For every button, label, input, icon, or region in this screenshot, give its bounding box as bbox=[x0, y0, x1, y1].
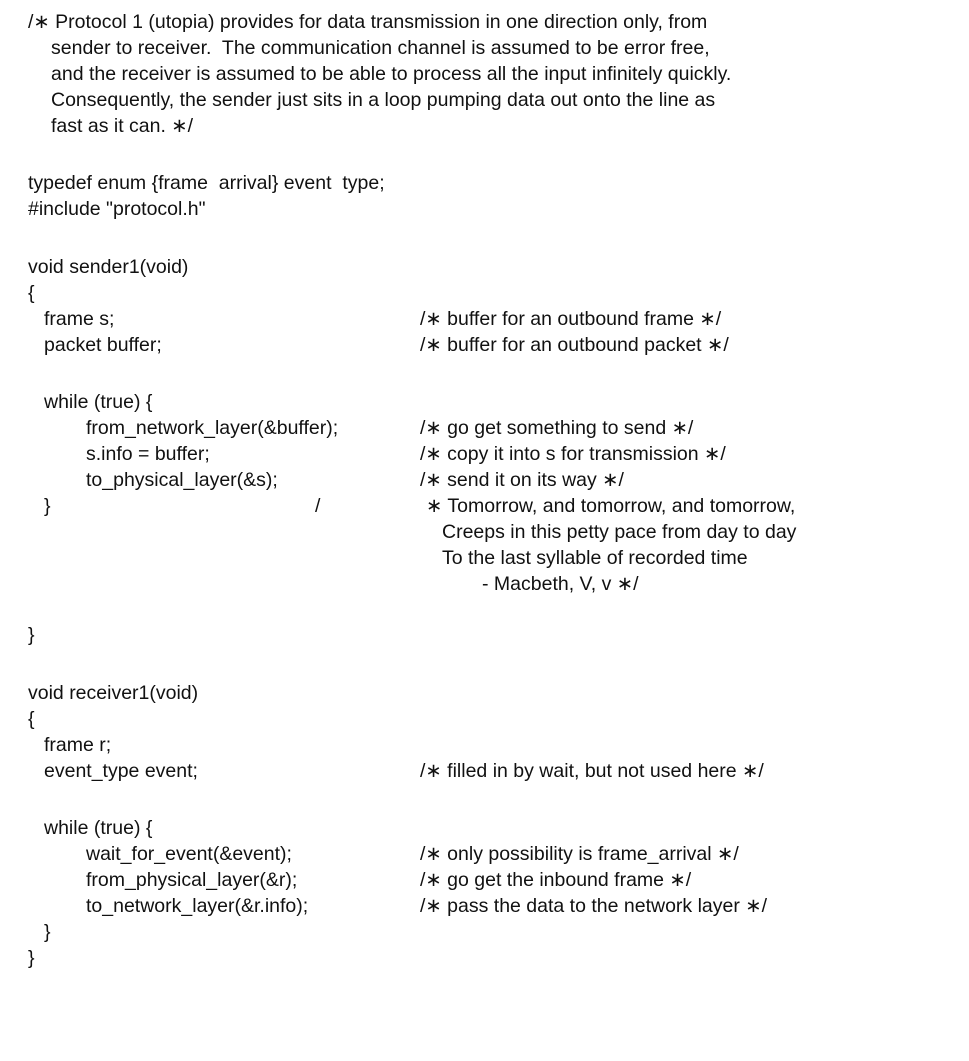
sender-signature-line bbox=[0, 254, 189, 280]
sender-stmt2-comment: /∗ copy it into s for transmission ∗/ bbox=[420, 443, 726, 465]
header-comment-line bbox=[0, 113, 194, 139]
header-comment-text: and the receiver is assumed to be able to process all the input infinitely quickly. bbox=[51, 63, 732, 85]
sender-stmt3-line bbox=[0, 467, 624, 493]
sender-close-brace-line bbox=[0, 622, 35, 648]
receiver-decl-event-line bbox=[0, 758, 764, 784]
receiver-stmt1-line bbox=[0, 841, 739, 867]
receiver-inner-close-brace: } bbox=[44, 921, 51, 943]
macbeth-quote-line: ∗ Tomorrow, and tomorrow, and tomorrow, bbox=[426, 495, 796, 517]
sender-decl-buffer-line bbox=[0, 332, 729, 358]
receiver-signature-line bbox=[0, 680, 199, 706]
receiver-open-brace-line bbox=[0, 706, 35, 732]
receiver-while-line bbox=[0, 815, 153, 841]
header-comment-text: sender to receiver. The communication channel is assumed to be error free, bbox=[51, 37, 710, 59]
header-comment-line bbox=[0, 87, 716, 113]
receiver-stmt2: from_physical_layer(&r); bbox=[86, 869, 298, 891]
receiver-close-brace: } bbox=[28, 947, 35, 969]
sender-inner-close-line bbox=[0, 493, 796, 519]
macbeth-quote-line: Creeps in this petty pace from day to day bbox=[442, 521, 797, 543]
receiver-stmt2-line bbox=[0, 867, 692, 893]
receiver-stmt1-comment: /∗ only possibility is frame_arrival ∗/ bbox=[420, 843, 739, 865]
sender-stmt1-comment: /∗ go get something to send ∗/ bbox=[420, 417, 694, 439]
sender-decl-s-comment: /∗ buffer for an outbound frame ∗/ bbox=[420, 308, 722, 330]
sender-signature: void sender1(void) bbox=[28, 256, 189, 278]
stray-slash: / bbox=[315, 495, 321, 517]
header-comment-line bbox=[0, 61, 732, 87]
include-text: #include "protocol.h" bbox=[28, 198, 206, 220]
sender-decl-s-line bbox=[0, 306, 722, 332]
sender-decl-buffer-comment: /∗ buffer for an outbound packet ∗/ bbox=[420, 334, 729, 356]
receiver-signature: void receiver1(void) bbox=[28, 682, 199, 704]
header-comment-text: fast as it can. ∗/ bbox=[51, 115, 194, 137]
sender-while: while (true) { bbox=[44, 391, 153, 413]
sender-stmt1: from_network_layer(&buffer); bbox=[86, 417, 339, 439]
receiver-open-brace: { bbox=[28, 708, 35, 730]
macbeth-quote-row bbox=[0, 545, 748, 571]
sender-close-brace: } bbox=[28, 624, 35, 646]
header-comment-text: /∗ Protocol 1 (utopia) provides for data transmission in one direction only, from bbox=[28, 11, 708, 33]
receiver-while: while (true) { bbox=[44, 817, 153, 839]
sender-decl-s: frame s; bbox=[44, 308, 115, 330]
macbeth-quote-row bbox=[0, 519, 797, 545]
header-comment-text: Consequently, the sender just sits in a loop pumping data out onto the line as bbox=[51, 89, 716, 111]
receiver-inner-close-line bbox=[0, 919, 51, 945]
sender-stmt3: to_physical_layer(&s); bbox=[86, 469, 278, 491]
sender-stmt1-line bbox=[0, 415, 694, 441]
macbeth-quote-line: To the last syllable of recorded time bbox=[442, 547, 748, 569]
receiver-stmt3-comment: /∗ pass the data to the network layer ∗/ bbox=[420, 895, 768, 917]
receiver-stmt1: wait_for_event(&event); bbox=[86, 843, 292, 865]
sender-while-line bbox=[0, 389, 153, 415]
typedef-line bbox=[0, 170, 385, 196]
sender-stmt2-line bbox=[0, 441, 726, 467]
sender-open-brace-line bbox=[0, 280, 35, 306]
receiver-stmt3: to_network_layer(&r.info); bbox=[86, 895, 309, 917]
typedef-text: typedef enum {frame arrival} event type; bbox=[28, 172, 385, 194]
receiver-decl-event-comment: /∗ filled in by wait, but not used here ∗/ bbox=[420, 760, 764, 782]
macbeth-quote-attribution: - Macbeth, V, v ∗/ bbox=[482, 573, 639, 595]
sender-inner-close-brace: } bbox=[44, 495, 51, 517]
macbeth-quote-row bbox=[0, 571, 639, 597]
header-comment-line bbox=[0, 35, 710, 61]
sender-open-brace: { bbox=[28, 282, 35, 304]
receiver-decl-r: frame r; bbox=[44, 734, 112, 756]
receiver-stmt3-line bbox=[0, 893, 768, 919]
include-line bbox=[0, 196, 206, 222]
receiver-close-brace-line bbox=[0, 945, 35, 971]
receiver-stmt2-comment: /∗ go get the inbound frame ∗/ bbox=[420, 869, 692, 891]
sender-stmt2: s.info = buffer; bbox=[86, 443, 210, 465]
header-comment-line bbox=[0, 9, 708, 35]
sender-decl-buffer: packet buffer; bbox=[44, 334, 162, 356]
sender-stmt3-comment: /∗ send it on its way ∗/ bbox=[420, 469, 624, 491]
receiver-decl-event: event_type event; bbox=[44, 760, 198, 782]
receiver-decl-r-line bbox=[0, 732, 112, 758]
